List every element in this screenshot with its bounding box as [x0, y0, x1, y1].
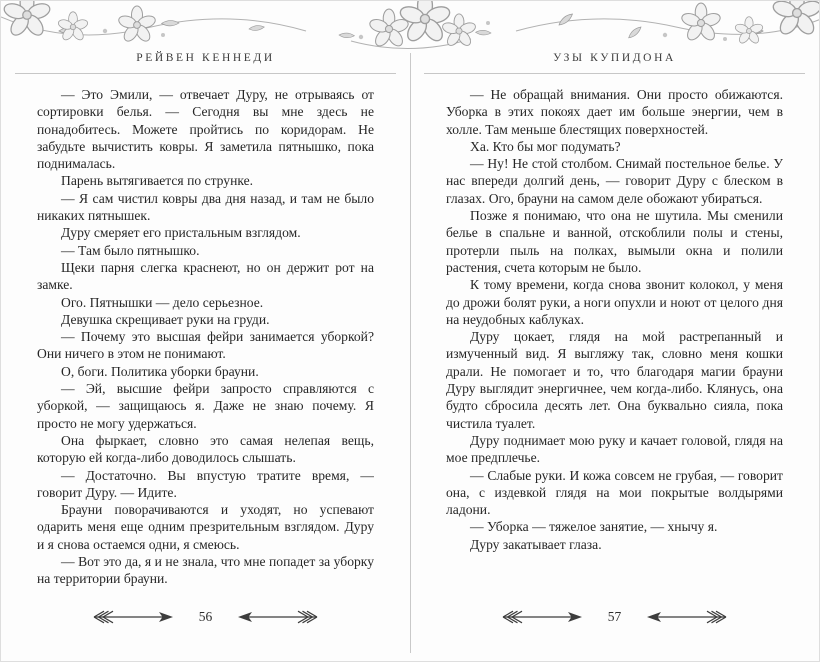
page-left [1, 1, 410, 661]
paragraph: — Это Эмили, — отвечает Дуру, не отрываясь от сортировки белья. — Сегодня вы мне здесь не понадобитесь. Можете пройтись по коридорам. Не забудьте вычистить ковры. Я заметила пятнышко, пока поднималась. [37, 87, 374, 172]
page-footer [424, 603, 805, 625]
paragraph: — Ну! Не стой столбом. Снимай постельное белье. У нас впереди долгий день, — говорит Дуру с блеском в глазах. Ого, брауни на самом деле обожают убираться. [446, 156, 783, 206]
page-header [424, 45, 805, 74]
paragraph: Дуру цокает, глядя на мой растрепанный и измученный вид. Я выгляжу так, словно меня кошки драли. Не помогает и то, что благодаря магии брауни Дуру выглядит энергичнее, чем когда-либо. Клянусь, она будто сбросила десять лет. Она буквально сияла, пока чистила туалет. [446, 329, 783, 431]
pages-container [1, 1, 819, 661]
paragraph: Дуру поднимает мою руку и качает головой, глядя на мое предплечье. [446, 432, 783, 466]
page-body [446, 86, 783, 603]
paragraph: Брауни поворачиваются и уходят, но успевают одарить меня еще одним презрительным взглядом. Дуру и я снова остаемся одни, я смеюсь. [37, 502, 374, 552]
paragraph: Позже я понимаю, что она не шутила. Мы сменили белье в спальне и ванной, отскоблили полы и стены, протерли пыль на полках, вымыли окна и полили растения, счета которым не было. [446, 208, 783, 275]
paragraph: — Там было пятнышко. [61, 242, 200, 258]
paragraph: — Достаточно. Вы впустую тратите время, — говорит Дуру. — Идите. [37, 467, 374, 500]
page-footer [15, 603, 396, 625]
page-number: 56 [198, 609, 213, 624]
paragraph: — Почему это высшая фейри занимается уборкой? Они ничего в этом не понимают. [37, 329, 374, 362]
paragraph: Дуру закатывает глаза. [470, 536, 602, 552]
running-head-title: УЗЫ КУПИДОНА [553, 52, 676, 64]
feathered-arrow-icon [236, 609, 320, 625]
paragraph: — Не обращай внимания. Они просто обижаются. Уборка в этих покоях дает им больше энергии, чем в холле. Там меньше блестящих поверхностей. [446, 87, 783, 137]
paragraph: — Вот это да, я и не знала, что мне попадет за уборку на территории брауни. [37, 554, 374, 587]
running-head-author: РЕЙВЕН КЕННЕДИ [136, 52, 275, 64]
feathered-arrow-icon [91, 609, 175, 625]
paragraph: — Эй, высшие фейри запросто справляются с уборкой, — защищаюсь я. Даже не знаю почему. Я просто не могу удержаться. [37, 381, 374, 431]
paragraph: — Слабые руки. И кожа совсем не грубая, — говорит она, с издевкой глядя на мои покрытые волдырями ладони. [446, 467, 783, 518]
paragraph: К тому времени, когда снова звонит колокол, у меня до дрожи болят руки, а ноги опухли и ноют от целого дня на неудобных каблуках. [446, 277, 783, 327]
paragraph: Она фыркает, словно это самая нелепая вещь, которую ей когда-либо доводилось слышать. [37, 432, 374, 466]
feathered-arrow-icon [500, 609, 584, 625]
paragraph: Парень вытягивается по струнке. [61, 173, 254, 189]
paragraph: Дуру смеряет его пристальным взглядом. [61, 225, 301, 241]
paragraph: Ого. Пятнышки — дело серьезное. [61, 294, 264, 310]
feathered-arrow-icon [645, 609, 729, 625]
page-right [410, 1, 819, 661]
paragraph: Щеки парня слегка краснеют, но он держит рот на замке. [37, 259, 374, 293]
paragraph: — Уборка — тяжелое занятие, — хнычу я. [470, 519, 718, 535]
page-body [37, 86, 374, 603]
paragraph: О, боги. Политика уборки брауни. [61, 363, 259, 379]
paragraph: — Я сам чистил ковры два дня назад, и там не было никаких пятнышек. [37, 190, 374, 224]
paragraph: Девушка скрещивает руки на груди. [61, 311, 270, 327]
page-number: 57 [607, 609, 622, 624]
paragraph: Ха. Кто бы мог подумать? [470, 138, 621, 154]
page-header [15, 45, 396, 74]
